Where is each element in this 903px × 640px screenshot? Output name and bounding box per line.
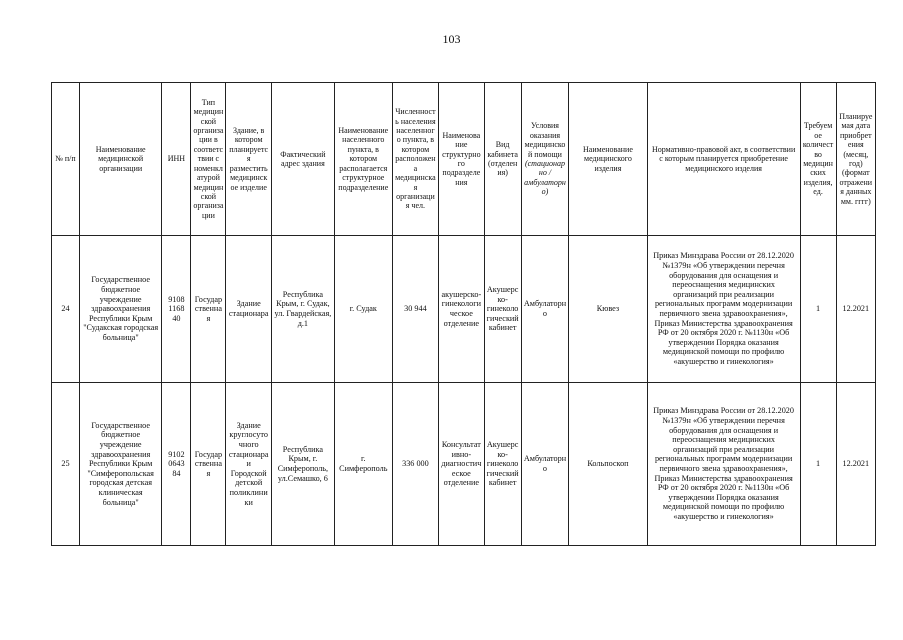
header-building: Здание, в котором планируется разместить медицинское изделие: [226, 83, 271, 236]
cell-act: Приказ Минздрава России от 28.12.2020 №1379н «Об утверждении перечня оборудования для оснащения и переоснащения медицинских организаций при реализации региональных программ модернизации первичного звена здравоохранения», Приказ Министерства здравоохранения РФ от 20 октября 2020 г. №1130н «Об утверждении Порядка оказания медицинской помощи по профилю «акушерство и гинекология»: [647, 236, 800, 383]
cell-building: Здание стационара: [226, 236, 271, 383]
cell-population: 336 000: [392, 383, 438, 546]
header-org: Наименование медицинской организации: [79, 83, 162, 236]
table-row: [52, 236, 876, 383]
cell-building: Здание круглосуточного стационара и Городской детской поликлиники: [226, 383, 271, 546]
cell-num: 24: [52, 236, 80, 383]
cell-conditions: Амбулаторно: [521, 383, 568, 546]
cell-device: Кювез: [569, 236, 647, 383]
header-conditions-italic: (стационарно / амбулаторно): [524, 159, 566, 197]
header-population: Численность населения населенного пункта, в котором расположена медицинская организация чел.: [392, 83, 438, 236]
cell-cabinet: Акушерско-гинекологический кабинет: [484, 383, 521, 546]
header-unit: Наименование структурного подразделения: [439, 83, 484, 236]
cell-type: Государственная: [191, 383, 226, 546]
cell-locality: г. Судак: [334, 236, 392, 383]
header-act: Нормативно-правовой акт, в соответствии с которым планируется приобретение медицинского изделия: [647, 83, 800, 236]
cell-org: Государственное бюджетное учреждение здравоохранения Республики Крым "Симферопольская городская детская клиническая больница": [79, 383, 162, 546]
header-locality: Наименование населенного пункта, в котором располагается структурное подразделение: [334, 83, 392, 236]
header-conditions-text: Условия оказания медицинской помощи: [524, 121, 566, 159]
cell-unit: Консультативно-диагностическое отделение: [439, 383, 484, 546]
header-device: Наименование медицинского изделия: [569, 83, 647, 236]
header-row: [52, 83, 876, 236]
header-conditions: [521, 83, 568, 236]
cell-address: Республика Крым, г. Симферополь, ул.Семашко, 6: [271, 383, 334, 546]
header-cabinet: Вид кабинета (отделения): [484, 83, 521, 236]
header-address: Фактический адрес здания: [271, 83, 334, 236]
cell-inn: 9108 1168 40: [162, 236, 191, 383]
cell-date: 12.2021: [836, 236, 875, 383]
cell-org: Государственное бюджетное учреждение здравоохранения Республики Крым "Судакская городская больница": [79, 236, 162, 383]
header-date: Планируемая дата приобретения (месяц, год) (формат отражения данных мм. гггг): [836, 83, 875, 236]
cell-qty: 1: [800, 383, 836, 546]
cell-population: 30 944: [392, 236, 438, 383]
cell-address: Республика Крым, г. Судак, ул. Гвардейская, д.1: [271, 236, 334, 383]
cell-conditions: Амбулаторно: [521, 236, 568, 383]
cell-cabinet: Акушерско-гинекологический кабинет: [484, 236, 521, 383]
cell-act: Приказ Минздрава России от 28.12.2020 №1379н «Об утверждении перечня оборудования для оснащения и переоснащения медицинских организаций при реализации региональных программ модернизации первичного звена здравоохранения», Приказ Министерства здравоохранения РФ от 20 октября 2020 г. №1130н «Об утверждении Порядка оказания медицинской помощи по профилю «акушерство и гинекология»: [647, 383, 800, 546]
cell-inn: 9102 0643 84: [162, 383, 191, 546]
cell-date: 12.2021: [836, 383, 875, 546]
cell-locality: г. Симферополь: [334, 383, 392, 546]
header-inn: ИНН: [162, 83, 191, 236]
table-row: [52, 383, 876, 546]
page-number: 103: [442, 32, 461, 46]
cell-device: Кольпоскоп: [569, 383, 647, 546]
header-type: Тип медицинской организации в соответствии с номенклатурой медицинской организации: [191, 83, 226, 236]
cell-unit: акушерско-гинекологическое отделение: [439, 236, 484, 383]
header-qty: Требуемое количество медицинских изделия, ед.: [800, 83, 836, 236]
cell-type: Государственная: [191, 236, 226, 383]
cell-num: 25: [52, 383, 80, 546]
cell-qty: 1: [800, 236, 836, 383]
equipment-table: [51, 82, 876, 546]
header-num: № п/п: [52, 83, 80, 236]
